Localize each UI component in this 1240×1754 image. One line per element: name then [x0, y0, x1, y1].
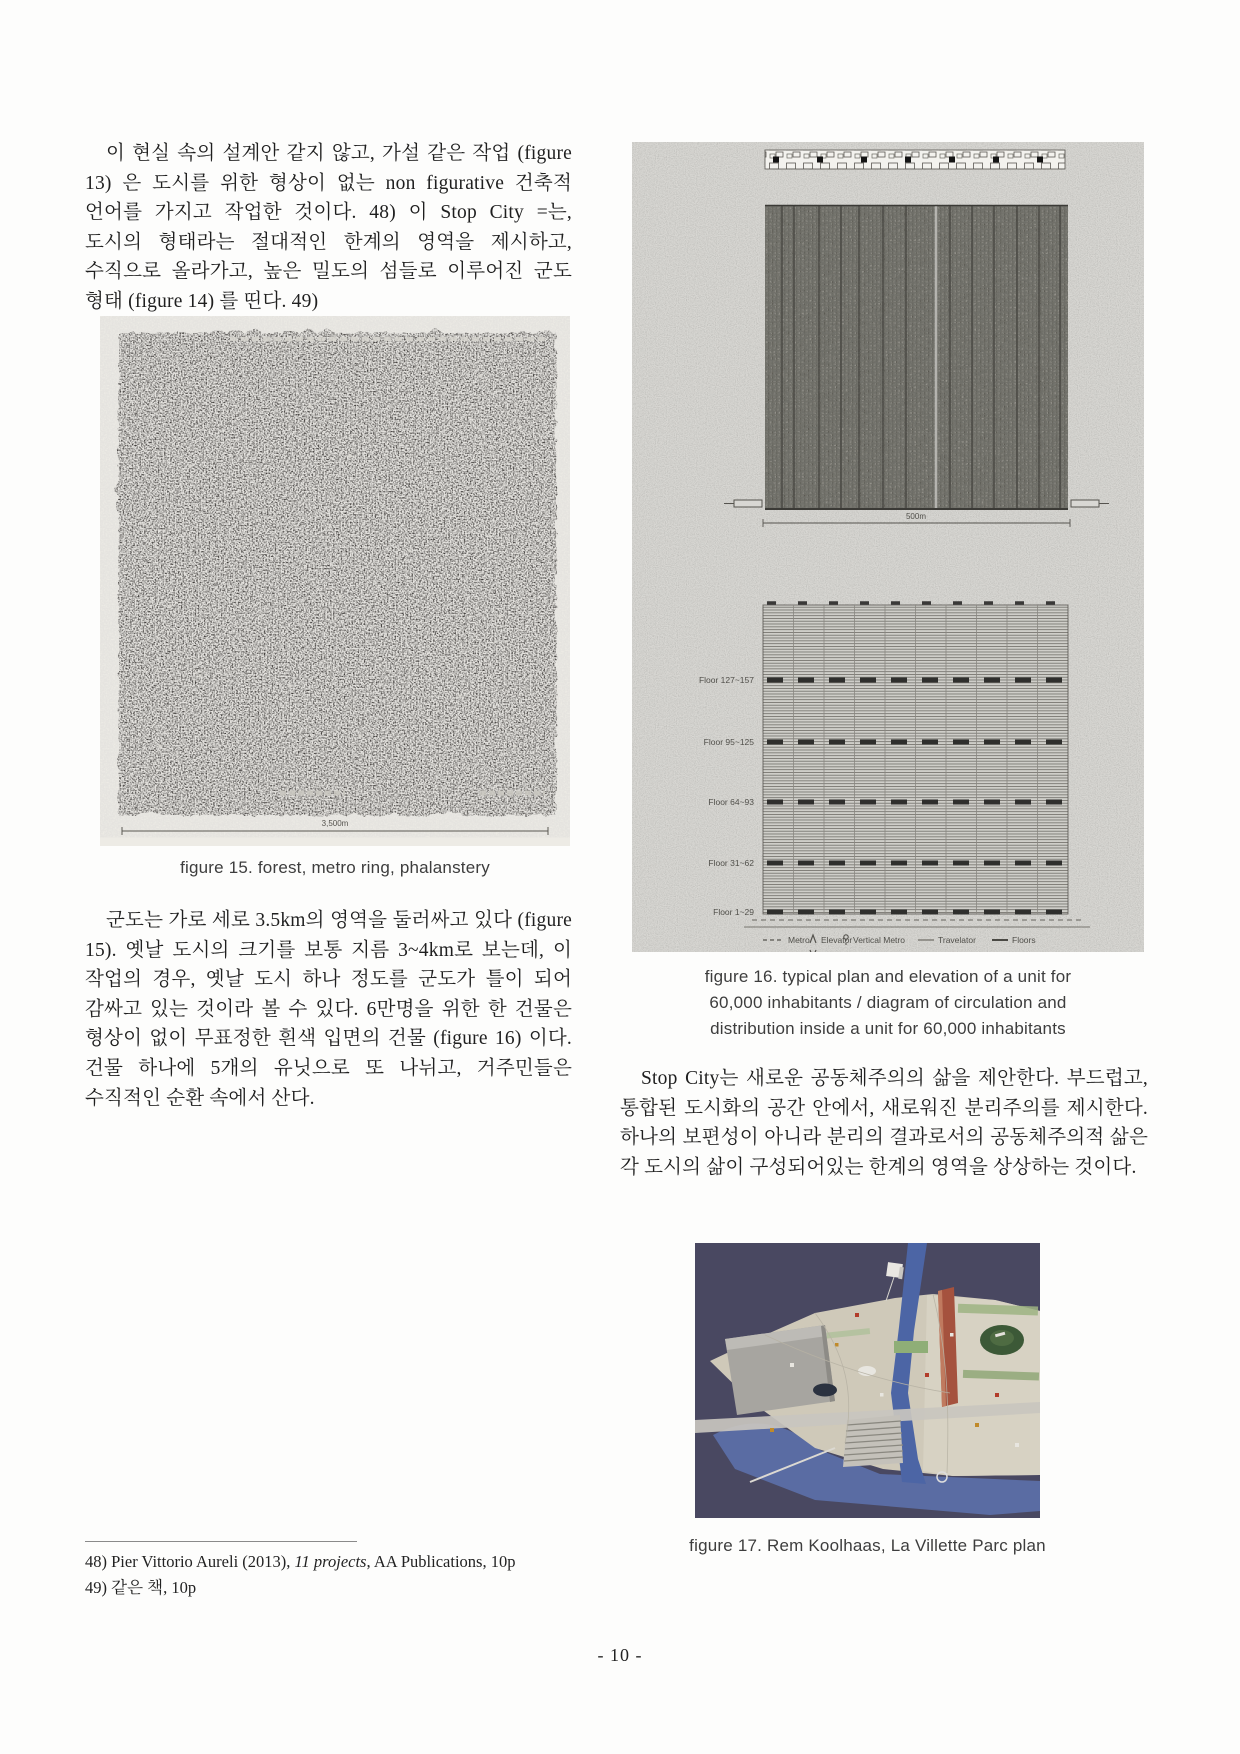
footnote-49-number: 49)	[85, 1578, 107, 1597]
footnote-49-text: 같은 책, 10p	[107, 1578, 197, 1597]
figure15-artwork	[100, 316, 570, 846]
legend-metro-label: Metro	[788, 935, 810, 945]
figure16-image	[632, 142, 1144, 957]
figure16-floor-label-2: Floor 95~125	[703, 737, 754, 747]
figure16-caption-line3: distribution inside a unit for 60,000 inhabitants	[710, 1019, 1066, 1038]
paragraph-2: 군도는 가로 세로 3.5km의 영역을 둘러싸고 있다 (figure 15). 옛날 도시의 크기를 보통 지름 3~4km로 보는데, 이 작업의 경우, 옛날 도시 하나 정도를 군도가 틀이 되어 감싸고 있는 것이라 볼 수 있다. 6만명을 위한 한 건물은 형상이 없이 무표정한 흰색 입면의 건물 (figure 16) 이다. 건물 하나에 5개의 유닛으로 또 나뉘고, 거주민들은 수직적인 순환 속에서 산다.	[85, 910, 572, 1109]
footnote-divider	[85, 1541, 357, 1542]
legend-elevator-label: Elevator	[821, 935, 853, 945]
legend-travelator-label: Travelator	[938, 935, 976, 945]
figure15-scale-label: 3,500m	[321, 819, 349, 828]
figure15-image	[100, 316, 570, 851]
footnote-48-number: 48)	[85, 1552, 107, 1571]
figure16-floor-label-5: Floor 1~29	[713, 907, 754, 917]
footnote-48	[85, 1549, 585, 1575]
paragraph-1: 이 현실 속의 설계안 같지 않고, 가설 같은 작업 (figure 13) 은 도시를 위한 형상이 없는 non figurative 건축적 언어를 가지고 작업한 것이다. 48) 이 Stop City =는, 도시의 형태라는 절대적인 한계의 영역을 제시하고, 수직으로 올라가고, 높은 밀도의 섬들로 이루어진 군도 형태 (figure 14) 를 띤다. 49)	[85, 143, 572, 312]
figure16-caption	[632, 964, 1144, 1042]
figure17-artwork	[695, 1243, 1040, 1518]
figure17-caption: figure 17. Rem Koolhaas, La Villette Parc plan	[689, 1536, 1046, 1555]
figure17-image	[695, 1243, 1040, 1523]
legend-floors-label: Floors	[1012, 935, 1036, 945]
footnote-48-tail: , AA Publications, 10p	[366, 1552, 516, 1571]
footnote-48-title: 11 projects	[294, 1552, 367, 1571]
footnotes	[85, 1549, 585, 1601]
figure16-artwork	[632, 142, 1144, 952]
figure16-floor-label-3: Floor 64~93	[708, 797, 754, 807]
footnote-48-text: Pier Vittorio Aureli (2013),	[107, 1552, 295, 1571]
figure16-floor-label-4: Floor 31~62	[708, 858, 754, 868]
figure16-caption-line2: 60,000 inhabitants / diagram of circulation and	[709, 993, 1067, 1012]
footnote-49	[85, 1575, 585, 1601]
figure16-scale-label: 500m	[905, 512, 927, 521]
figure16-floor-label-1: Floor 127~157	[698, 675, 754, 685]
legend-vertical-metro-label: Vertical Metro	[853, 935, 905, 945]
paragraph-3: Stop City는 새로운 공동체주의의 삶을 제안한다. 부드럽고, 통합된 도시화의 공간 안에서, 새로워진 분리주의를 제시한다. 하나의 보편성이 아니라 분리의 결과로서의 공동체주의적 삶은 각 도시의 삶이 구성되어있는 한계의 영역을 상상하는 것이다.	[620, 1068, 1148, 1178]
figure16-caption-line1: figure 16. typical plan and elevation of a unit for	[704, 967, 1072, 986]
page-number: - 10 -	[597, 1645, 643, 1665]
figure15-caption: figure 15. forest, metro ring, phalanstery	[180, 858, 490, 877]
